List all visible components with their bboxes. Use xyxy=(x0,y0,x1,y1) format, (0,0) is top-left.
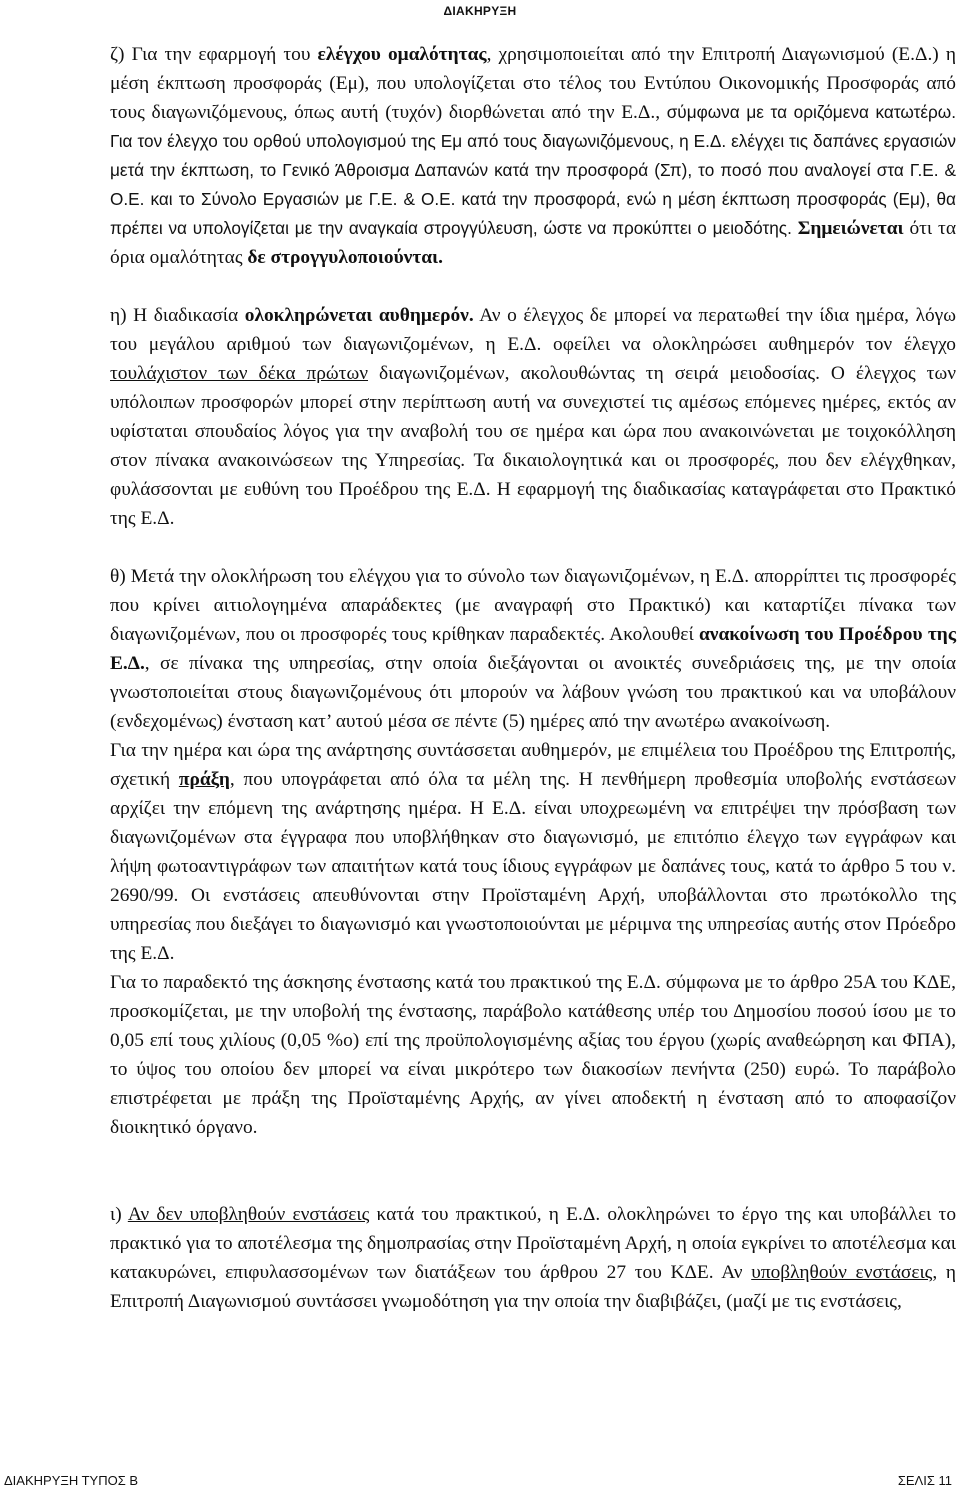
text-run: ζ) Για την εφαρμογή του xyxy=(110,44,318,65)
text-run: ι) xyxy=(110,1204,128,1225)
text-run: , χρησιμοποιείται από την Επιτροπή Διαγωνισμού (Ε.Δ.) η μέση έκπτωση προσφοράς (Εμ), που υπολογίζεται στο τέλος του Εντύπου Οικονομικής Προσφοράς από τους διαγωνιζόμενους, όπως αυτή (τυχόν) διορθώνεται από την Ε.Δ., xyxy=(110,44,956,123)
spacer xyxy=(110,533,956,562)
text-run: ολοκληρώνεται αυθημερόν. xyxy=(244,305,474,326)
footer-page-number: ΣΕΛΙΣ 11 xyxy=(897,1473,952,1488)
paragraph-h xyxy=(110,301,956,533)
spacer xyxy=(110,272,956,301)
text-run: υποβληθούν ενστάσεις xyxy=(751,1262,933,1283)
text-run: , η Επιτροπή Διαγωνισμού συντάσσει γνωμοδότηση για την οποία την διαβιβάζει, (μαζί με τις ενστάσεις, xyxy=(110,1262,957,1312)
text-run: θ) Μετά την ολοκλήρωση του ελέγχου για το σύνολο των διαγωνιζομένων, η Ε.Δ. απορρίπτει τις προσφορές που κρίνει αιτιολογημένα απαράδεκτες (με αναγραφή στο Πρακτικό) και καταρτίζει πίνακα των διαγωνιζομένων, που οι προσφορές τους κρίθηκαν παραδεκτές. Ακολουθεί xyxy=(110,566,956,645)
document-header: ΔΙΑΚΗΡΥΞΗ xyxy=(443,4,517,18)
text-run: , που υπογράφεται από όλα τα μέλη της. Η πενθήμερη προθεσμία υποβολής ενστάσεων αρχίζει την επόμενη της ανάρτησης ημέρα. Η Ε.Δ. είναι υποχρεωμένη να επιτρέψει την πρόσβαση των διαγωνιζομένων στα έγγραφα που υποβλήθηκαν στο διαγωνισμό, με επιτόπιο έλεγχο των εγγράφων και λήψη φωτοαντιγράφων των απαιτήτων κατά τους ίδιους εγγράφων με δαπάνες τους, κατά το άρθρο 5 του ν. 2690/99. Οι ενστάσεις απευθύνονται στην Προϊσταμένη Αρχή, υποβάλλονται στο πρωτόκολλο της υπηρεσίας που διεξάγει το διαγωνισμό και γνωστοποιούνται με μέριμνα της υπηρεσίας αυτής στον Πρόεδρο της Ε.Δ. xyxy=(110,769,956,964)
text-run: διαγωνιζομένων, ακολουθώντας τη σειρά μειοδοσίας. Ο έλεγχος των υπόλοιπων προσφορών μπορεί στην περίπτωση αυτή να συνεχιστεί τις αμέσως επόμενες ημέρες, εκτός αν υφίσταται σπουδαίος λόγος για την αναβολή του σε ημέρα και ώρα που ανακοινώνεται με τοιχοκόλληση στον πίνακα ανακοινώσεων της Υπηρεσίας. Τα δικαιολογητικά και οι προσφορές, που δεν ελέγχθηκαν, φυλάσσονται με ευθύνη του Προέδρου της Ε.Δ. Η εφαρμογή της διαδικασίας καταγράφεται στο Πρακτικό της Ε.Δ. xyxy=(110,363,957,529)
text-run: τουλάχιστον των δέκα πρώτων xyxy=(110,363,369,384)
paragraph-z xyxy=(110,40,956,272)
text-run: Αν δεν υποβληθούν ενστάσεις xyxy=(127,1204,370,1225)
footer-document-type: ΔΙΑΚΗΡΥΞΗ ΤΥΠΟΣ Β xyxy=(4,1473,139,1488)
paragraph-th-fee xyxy=(110,968,956,1142)
text-run: Για το παραδεκτό της άσκησης ένστασης κατά του πρακτικού της Ε.Δ. σύμφωνα με το άρθρο 25Α του ΚΔΕ, προσκομίζεται, με την υποβολή της ένστασης, παράβολο κατάθεσης υπέρ του Δημοσίου ποσού ίσου με το 0,05 επί τους χιλίους (0,05 %ο) επί της προϋπολογισμένης αξίας του έργου (χωρίς αναθεώρηση και ΦΠΑ), το ύψος του οποίου δεν μπορεί να είναι μικρότερο των διακοσίων πενήντα (250) ευρώ. Το παράβολο επιστρέφεται με πράξη της Προϊσταμένης Αρχής, αν γίνει αποδεκτή η ένσταση από το αποφασίζον διοικητικό όργανο. xyxy=(110,972,956,1138)
text-run: Σημειώνεται xyxy=(797,218,904,239)
text-run: ότι τα όρια ομαλότητας xyxy=(110,218,956,268)
text-run: Αν ο έλεγχος δε μπορεί να περατωθεί την ίδια ημέρα, λόγω του μεγάλου αριθμού των διαγωνιζομένων, η Ε.Δ. οφείλει να ολοκληρώσει αυθημερόν τον έλεγχο xyxy=(110,305,957,355)
text-run: σύμφωνα με τα οριζόμενα κατωτέρω. Για τον έλεγχο του ορθού υπολογισμού της Εμ από τους διαγωνιζόμενους, η Ε.Δ. ελέγχει τις δαπάνες εργασιών μετά την έκπτωση, το Γενικό Άθροισμα Δαπανών κατά την προσφορά (Σπ), το ποσό που αναλογεί στα Γ.Ε. & Ο.Ε. και το Σύνολο Εργασιών με Γ.Ε. & Ο.Ε. κατά την προσφορά, ενώ η μέση έκπτωση προσφοράς (Εμ), θα πρέπει να υπολογίζεται με την αναγκαία στρογγύλευση, ώστε να προκύπτει ο μειοδότης. xyxy=(110,102,957,238)
paragraph-th-publication xyxy=(110,736,956,968)
paragraph-th xyxy=(110,562,956,736)
text-run: Για την ημέρα και ώρα της ανάρτησης συντάσσεται αυθημερόν, με επιμέλεια του Προέδρου της Επιτροπής, σχετική xyxy=(110,740,956,790)
paragraph-i xyxy=(110,1200,956,1316)
spacer xyxy=(110,1142,956,1200)
document-body xyxy=(110,40,956,1316)
text-run: η) Η διαδικασία xyxy=(110,305,245,326)
text-run: ελέγχου ομαλότητας xyxy=(317,44,487,65)
text-run: ανακοίνωση του Προέδρου της Ε.Δ. xyxy=(110,624,956,674)
text-run: πράξη xyxy=(178,769,230,790)
text-run: δε στρογγυλοποιούνται. xyxy=(247,247,443,268)
text-run: , σε πίνακα της υπηρεσίας, στην οποία διεξάγονται οι ανοικτές συνεδριάσεις της, με την οποία γνωστοποιείται στους διαγωνιζομένους ότι μπορούν να λάβουν γνώση του πρακτικού και να υποβάλουν (ενδεχομένως) ένσταση κατ’ αυτού μέσα σε πέντε (5) ημέρες από την ανωτέρω ανακοίνωση. xyxy=(110,653,956,732)
text-run: κατά του πρακτικού, η Ε.Δ. ολοκληρώνει το έργο της και υποβάλλει το πρακτικό για το αποτέλεσμα της δημοπρασίας στην Προϊσταμένη Αρχή, η οποία εγκρίνει το αποτέλεσμα και κατακυρώνει, επιφυλασσομένων των διατάξεων του άρθρου 27 του ΚΔΕ. Αν xyxy=(110,1204,957,1283)
